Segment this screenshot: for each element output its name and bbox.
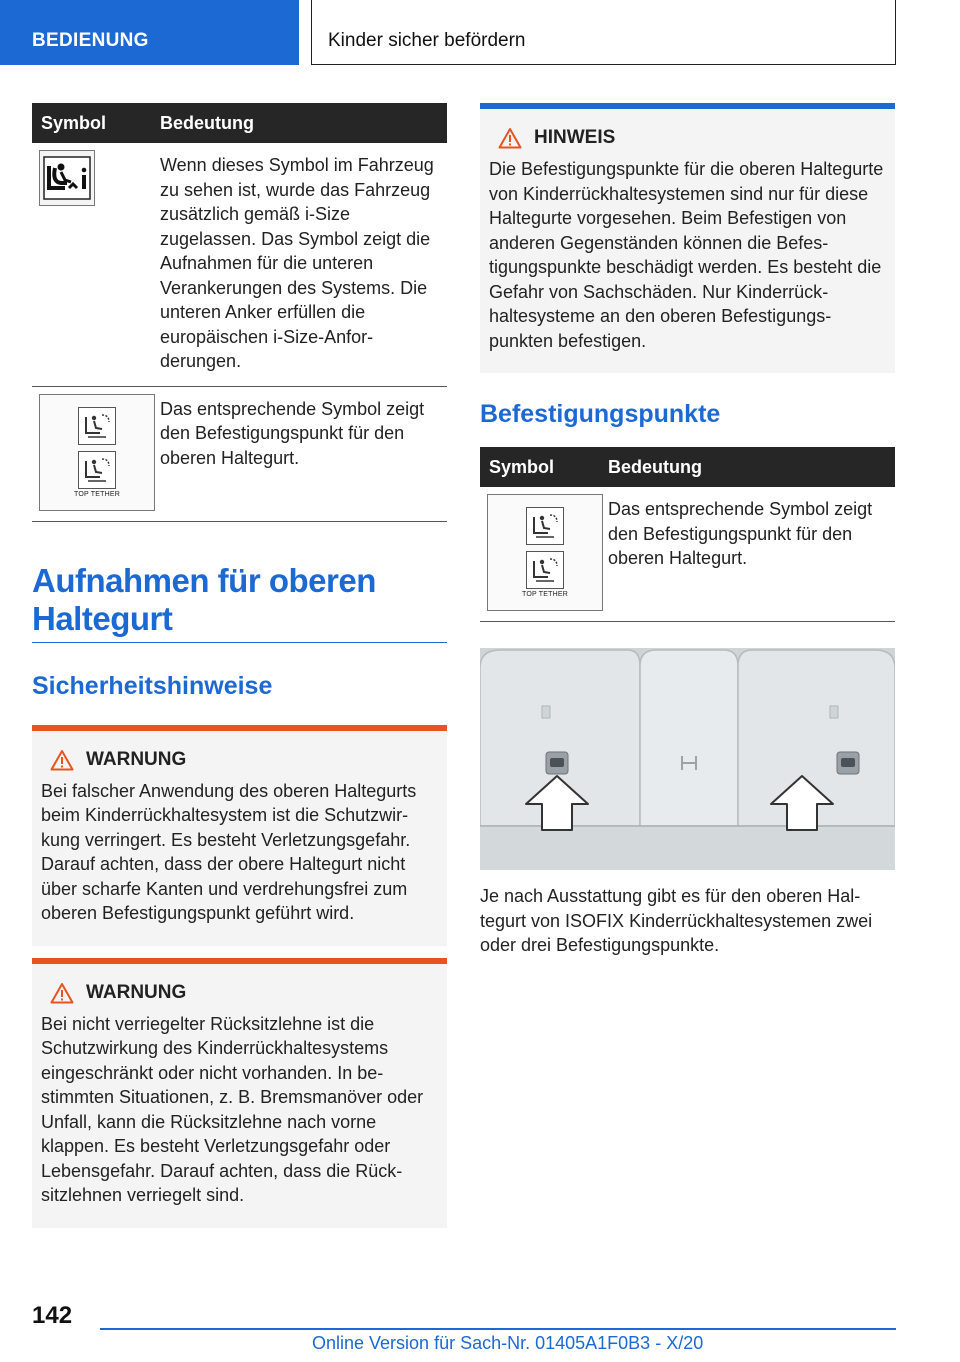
left-column	[32, 103, 447, 1228]
tether-seat-icon	[526, 551, 564, 589]
table-cell-symbol	[32, 387, 156, 521]
subsection-heading: Sicherheitshinweise	[32, 671, 273, 700]
note-title-text: HINWEIS	[534, 127, 616, 148]
table-cell-symbol	[480, 487, 604, 621]
table-cell-meaning: Das entsprechende Symbol zeigt den Befestigungspunkt für den oberen Haltegurt.	[608, 499, 873, 568]
note-text: Die Befestigungspunkte für die oberen Haltegurte von Kinderrückhaltesystemen sind nur für diese Haltegurte vorgesehen. Beim Befestigen von anderen Gegenständen können die Befestigungspunkte beschädigt werden. Es besteht die Gefahr von Sachschäden. Nur Kinderrückhaltesysteme an den oberen Befestigungspunkten befestigen.	[489, 159, 884, 351]
table-row	[32, 387, 447, 522]
table-row	[480, 487, 895, 622]
table-cell-meaning: Wenn dieses Symbol im Fahrzeug zu sehen ist, wurde das Fahrzeug zusätzlich gemäß i-Size zugelassen. Das Symbol zeigt die Aufnahmen für die unteren Verankerungen des Systems. Die unteren Anker erfüllen die europäischen i-Size-Anforderungen.	[160, 155, 434, 371]
top-tether-icon	[39, 394, 155, 511]
top-tether-symbol	[522, 551, 568, 598]
top-tether-icon	[487, 494, 603, 611]
symbol-table-right	[480, 447, 895, 622]
warning-box	[32, 958, 447, 1228]
table-cell-meaning: Das entsprechende Symbol zeigt den Befestigungspunkt für den oberen Haltegurt.	[160, 398, 425, 468]
footer-rule	[100, 1328, 896, 1330]
warning-title	[50, 749, 438, 771]
warning-triangle-icon	[498, 127, 522, 149]
note-title	[498, 127, 886, 149]
warning-text: Bei falscher Anwendung des oberen Haltegurts beim Kinderrückhaltesystem ist die Schutzwirkung verringert. Es besteht Verletzungsgefahr. Darauf achten, dass der obere Haltegurt nicht über scharfe Kanten und verdrehungsfrei zum oberen Befestigungspunkt geführt wird.	[41, 780, 417, 923]
right-heading: Befestigungspunkte	[480, 400, 721, 428]
warning-text: Bei nicht verriegelter Rücksitzlehne ist die Schutzwirkung des Kinderrückhaltesystems eingeschränkt oder nicht vorhanden. In bestimmten Situationen, z. B. Bremsmanöver oder Unfall, kann die Rücksitzlehne nach vorne klappen. Es besteht Verletzungsgefahr oder Lebensgefahr. Darauf achten, dass die Rücksitzlehnen verriegelt sind.	[41, 1013, 424, 1205]
column-header-meaning: Bedeutung	[608, 456, 702, 477]
header-section-tab: BEDIENUNG	[0, 0, 299, 65]
table-cell-symbol	[32, 143, 156, 386]
table-header	[480, 447, 895, 487]
column-header-symbol: Symbol	[41, 112, 107, 133]
header-chapter-title: Kinder sicher befördern	[311, 0, 896, 65]
column-header-meaning: Bedeutung	[160, 112, 254, 133]
column-header-symbol: Symbol	[489, 456, 555, 477]
symbol-table-left	[32, 103, 447, 522]
tether-seat-icon	[78, 451, 116, 489]
warning-triangle-icon	[50, 749, 74, 771]
warning-title-text: WARNUNG	[86, 981, 187, 1003]
warning-triangle-icon	[50, 982, 74, 1004]
warning-title-text: WARNUNG	[86, 748, 187, 770]
note-box	[480, 103, 895, 373]
table-row	[32, 143, 447, 387]
table-header	[32, 103, 447, 143]
top-tether-symbol	[74, 451, 120, 498]
page-number: 142	[32, 1302, 73, 1329]
warning-box	[32, 725, 447, 946]
rear-seat-anchor-photo	[480, 648, 895, 870]
top-tether-label: TOP TETHER	[522, 591, 568, 598]
isize-seat-icon	[39, 150, 95, 206]
anchor-seat-icon	[78, 407, 116, 445]
section-heading: Aufnahmen für oberen Haltegurt	[32, 561, 376, 637]
footer-online-version: Online Version für Sach-Nr. 01405A1F0B3 - X/20	[312, 1333, 704, 1353]
warning-title	[50, 982, 438, 1004]
right-column	[480, 103, 895, 958]
anchor-seat-icon	[526, 507, 564, 545]
photo-caption: Je nach Ausstattung gibt es für den oberen Haltegurt von ISOFIX Kinderrückhaltesystemen zwei oder drei Befestigungspunkte.	[480, 886, 873, 955]
top-tether-label: TOP TETHER	[74, 490, 120, 498]
